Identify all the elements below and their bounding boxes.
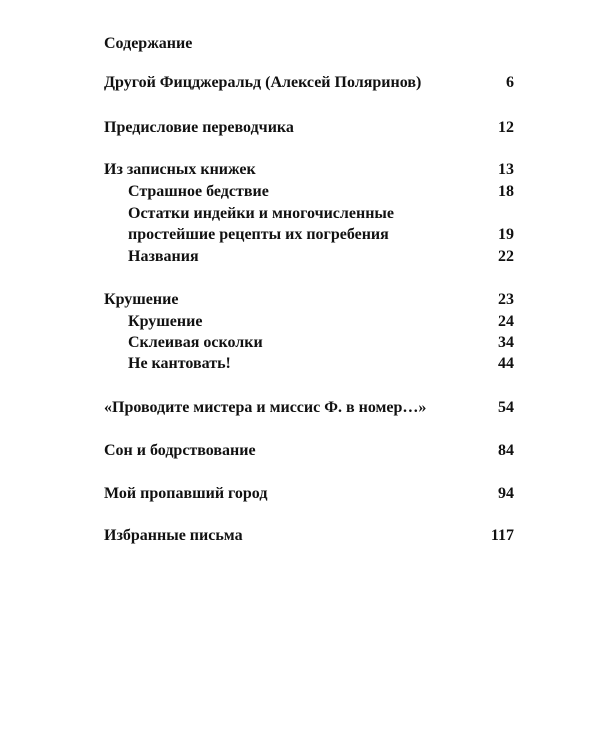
toc-entry-title: «Проводите мистера и миссис Ф. в номер…» [104, 399, 427, 416]
toc-subentry [128, 353, 514, 374]
toc-entry-title: Склеивая осколки [128, 334, 263, 351]
toc-entry-title: Мой пропавший город [104, 485, 268, 502]
toc-entry-page: 22 [498, 248, 514, 265]
page-title: Содержание [104, 35, 193, 52]
toc-entry-page: 44 [498, 355, 514, 372]
toc-entry-title: Названия [128, 248, 199, 265]
toc-entry-page: 12 [498, 119, 514, 136]
toc-entry-page: 24 [498, 313, 514, 330]
toc-entry-title: Предисловие переводчика [104, 119, 294, 136]
toc-subentry [128, 311, 514, 332]
toc-entry-title: Страшное бедствие [128, 183, 269, 200]
toc-entry-title: Крушение [104, 291, 179, 308]
toc-entry-page: 54 [498, 399, 514, 416]
toc-entry [104, 397, 514, 418]
toc-entry [104, 483, 514, 504]
toc-entry-page: 19 [498, 226, 514, 243]
toc-subentry [128, 203, 514, 245]
toc-entry [104, 72, 514, 93]
toc-entry-page: 117 [490, 527, 514, 544]
toc-entry-page: 13 [498, 161, 514, 178]
toc-entry-title: Из записных книжек [104, 161, 256, 178]
toc-entry-title: Остатки индейки и многочисленные простейшие рецепты их погребения [128, 205, 395, 243]
toc-entry-title: Крушение [128, 313, 203, 330]
toc-subentry [128, 332, 514, 353]
toc-entry-page: 23 [498, 291, 514, 308]
toc-entry-page: 6 [506, 74, 514, 91]
toc-entry-title: Не кантовать! [128, 355, 231, 372]
toc-entry-page: 94 [498, 485, 514, 502]
toc-entry-page: 84 [498, 442, 514, 459]
toc-entry [104, 525, 514, 546]
toc-entry-title: Другой Фицджеральд (Алексей Поляринов) [104, 74, 422, 91]
toc-subentry [128, 246, 514, 267]
toc-entry-title: Избранные письма [104, 527, 243, 544]
toc-entry-page: 34 [498, 334, 514, 351]
toc-entry [104, 289, 514, 310]
toc-entry [104, 159, 514, 180]
toc-entry-page: 18 [498, 183, 514, 200]
toc-entry-title: Сон и бодрствование [104, 442, 256, 459]
toc-subentry [128, 181, 514, 202]
toc-entry [104, 117, 514, 138]
toc-entry [104, 440, 514, 461]
